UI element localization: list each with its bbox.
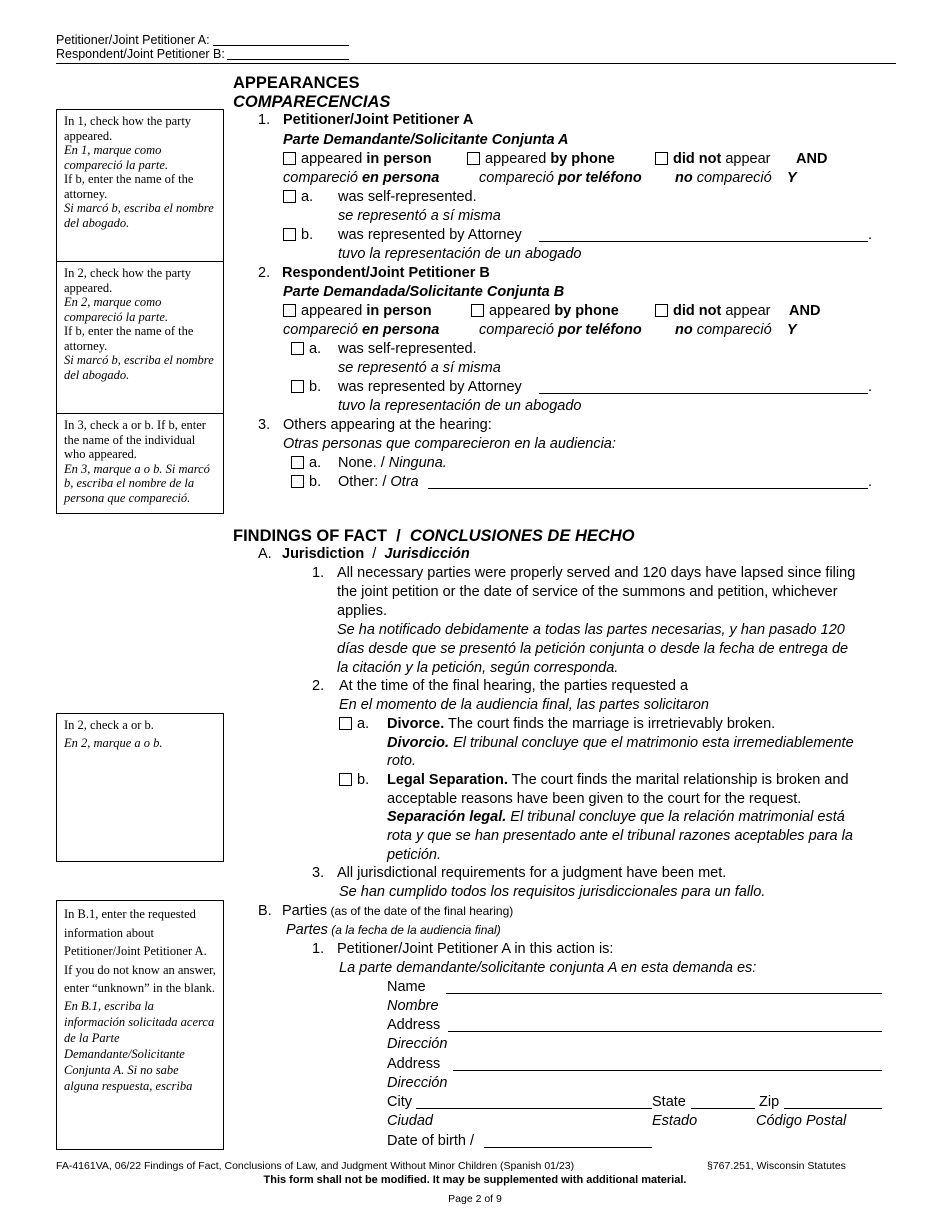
respondent-name-line[interactable] <box>227 59 349 60</box>
item-number: 1. <box>258 112 271 128</box>
sidebar-instruction-1 <box>56 109 224 262</box>
city-input-line[interactable] <box>416 1108 652 1109</box>
instruction-text: If b, enter the name of the attorney. <box>64 324 194 353</box>
state-label: State <box>652 1094 686 1110</box>
period: . <box>868 474 873 490</box>
sidebar-instruction-2 <box>56 261 224 414</box>
instruction-text-es: En 1, marque como compareció la parte. <box>64 143 169 172</box>
item1-not-appear-es: no compareció <box>675 170 772 186</box>
checkbox[interactable] <box>291 456 304 469</box>
state-label-es: Estado <box>652 1113 698 1129</box>
a3-text: All jurisdictional requirements for a judgment have been met. <box>337 865 727 881</box>
item1-a-text: was self-represented. <box>338 189 477 205</box>
item3-none-option[interactable]: a. <box>291 454 321 473</box>
section-b-label: B. <box>258 903 272 919</box>
instruction-text-es: Si marcó b, escriba el nombre del abogado. <box>64 353 214 382</box>
item-number: 3. <box>258 417 271 433</box>
item3-title: Others appearing at the hearing: <box>283 417 492 433</box>
checkbox[interactable] <box>655 304 668 317</box>
item3-other-text: Other: / Otra <box>338 474 419 490</box>
item3-none-text: None. / Ninguna. <box>338 455 447 471</box>
separation-text-es: Separación legal. El tribunal concluye que la relación matrimonial está <box>387 809 845 825</box>
address2-label: Address <box>387 1056 441 1072</box>
checkbox[interactable] <box>291 342 304 355</box>
item1-title: Petitioner/Joint Petitioner A <box>283 112 474 128</box>
name-input-line[interactable] <box>446 993 882 994</box>
zip-input-line[interactable] <box>784 1108 882 1109</box>
item-number: 1. <box>312 941 325 957</box>
instruction-text-es: Si marcó b, escriba el nombre del abogado. <box>64 201 214 230</box>
item1-in-person-option[interactable]: appeared in person <box>283 150 432 169</box>
section-a-title: Jurisdiction / Jurisdicción <box>282 546 470 562</box>
item-number: 2. <box>258 265 271 281</box>
item2-by-phone-option[interactable]: appeared by phone <box>471 302 619 321</box>
name-label: Name <box>387 979 426 995</box>
and-label: AND <box>796 151 828 167</box>
zip-label-es: Código Postal <box>756 1113 847 1129</box>
divorce-text: Divorce. The court finds the marriage is irretrievably broken. <box>387 716 776 732</box>
statute: §767.251, Wisconsin Statutes <box>707 1160 846 1172</box>
item-number: 1. <box>312 565 325 581</box>
a1-text-line: the joint petition or the date of service of the summons and petition, whichever <box>337 584 838 600</box>
petitioner-label: Petitioner/Joint Petitioner A: <box>56 33 210 47</box>
item1-by-phone-es: compareció por teléfono <box>479 170 642 186</box>
section-b-title-es: Partes (a la fecha de la audiencia final) <box>286 922 501 938</box>
footer-notice: This form shall not be modified. It may be supplemented with additional material. <box>263 1174 687 1186</box>
separation-text-es-cont: rota y que se han presentado ante el tribunal razones aceptables para la <box>387 828 853 844</box>
findings-title: FINDINGS OF FACT / CONCLUSIONES DE HECHO <box>233 527 635 545</box>
item-number: 2. <box>312 678 325 694</box>
item1-a-text-es: se representó a sí misma <box>338 208 501 224</box>
item1-b-text: was represented by Attorney <box>338 227 522 243</box>
instruction-text: In 3, check a or b. If b, enter the name of the individual who appeared. <box>64 418 206 461</box>
instruction-text: In 2, check how the party appeared. <box>64 266 192 295</box>
item1-in-person-es: compareció en persona <box>283 170 440 186</box>
item2-b-option[interactable]: b. <box>291 378 321 397</box>
instruction-text-es: En 2, marque como compareció la parte. <box>64 295 169 324</box>
and-label-es: Y <box>787 170 797 186</box>
item1-not-appear-option[interactable]: did not appear <box>655 150 771 169</box>
sidebar-instruction-4 <box>56 713 224 862</box>
item2-in-person-es: compareció en persona <box>283 322 440 338</box>
divorce-text-es-cont: roto. <box>387 753 417 769</box>
address-label: Address <box>387 1017 441 1033</box>
sidebar-instruction-3 <box>56 413 224 514</box>
address2-input-line[interactable] <box>453 1070 882 1071</box>
address-label-es: Dirección <box>387 1036 448 1052</box>
checkbox[interactable] <box>283 190 296 203</box>
city-label: City <box>387 1094 412 1110</box>
item2-b-text: was represented by Attorney <box>338 379 522 395</box>
a1-text-es-line: Se ha notificado debidamente a todas las partes necesarias, y han pasado 120 <box>337 622 845 638</box>
dob-input-line[interactable] <box>484 1147 652 1148</box>
name-label-es: Nombre <box>387 998 439 1014</box>
checkbox[interactable] <box>291 475 304 488</box>
section-b-title: Parties (as of the date of the final hearing) <box>282 903 514 919</box>
checkbox[interactable] <box>655 152 668 165</box>
a1-text-es-line: días desde que se presentó la petición conjunta o desde la fecha de entrega de <box>337 641 849 657</box>
checkbox[interactable] <box>283 228 296 241</box>
city-label-es: Ciudad <box>387 1113 433 1129</box>
b1-text: Petitioner/Joint Petitioner A in this action is: <box>337 941 614 957</box>
item2-not-appear-es: no compareció <box>675 322 772 338</box>
item2-by-phone-es: compareció por teléfono <box>479 322 642 338</box>
item2-b-text-es: tuvo la representación de un abogado <box>338 398 582 414</box>
item2-a-text-es: se representó a sí misma <box>338 360 501 376</box>
a2-text: At the time of the final hearing, the parties requested a <box>339 678 689 694</box>
instruction-text-es: En B.1, escriba la información solicitada acerca de la Parte Demandante/Solicitante Conjunta A. Si no sabe alguna respuesta, escriba <box>64 998 215 1093</box>
instruction-text: In B.1, enter the requested information about Petitioner/Joint Petitioner A. If you do not know an answer, enter “unknown” in the blank. <box>64 907 216 995</box>
item1-a-option[interactable]: a. <box>283 188 313 207</box>
instruction-text: In 2, check a or b. <box>64 718 154 732</box>
zip-label: Zip <box>759 1094 780 1110</box>
address2-label-es: Dirección <box>387 1075 448 1091</box>
item2-title: Respondent/Joint Petitioner B <box>282 265 490 281</box>
separation-text: Legal Separation. The court finds the marital relationship is broken and <box>387 772 849 788</box>
appearances-title-es: COMPARECENCIAS <box>233 93 391 111</box>
page-number: Page 2 of 9 <box>448 1193 502 1205</box>
petitioner-name-line[interactable] <box>213 45 349 46</box>
appearances-title: APPEARANCES <box>233 74 360 92</box>
a1-text-line: All necessary parties were properly served and 120 days have lapsed since filing <box>337 565 856 581</box>
item2-title-es: Parte Demandada/Solicitante Conjunta B <box>283 284 565 300</box>
header-divider <box>56 63 896 64</box>
checkbox[interactable] <box>291 380 304 393</box>
divorce-option[interactable]: a. <box>339 715 369 734</box>
and-label-es: Y <box>787 322 797 338</box>
a1-text-line: applies. <box>337 603 387 619</box>
form-id: FA-4161VA, 06/22 Findings of Fact, Conclusions of Law, and Judgment Without Minor Children (Spanish 01/23) <box>56 1160 575 1172</box>
instruction-text: If b, enter the name of the attorney. <box>64 172 194 201</box>
item1-title-es: Parte Demandante/Solicitante Conjunta A <box>283 132 569 148</box>
item1-b-option[interactable]: b. <box>283 226 313 245</box>
instruction-text-es: En 2, marque a o b. <box>64 736 163 750</box>
a2-text-es: En el momento de la audiencia final, las partes solicitaron <box>339 697 709 713</box>
item1-attorney-line[interactable] <box>539 241 868 242</box>
item3-title-es: Otras personas que comparecieron en la audiencia: <box>283 436 616 452</box>
item1-by-phone-option[interactable]: appeared by phone <box>467 150 615 169</box>
sidebar-instruction-5 <box>56 900 224 1150</box>
checkbox[interactable] <box>283 304 296 317</box>
state-input-line[interactable] <box>691 1108 755 1109</box>
item2-attorney-line[interactable] <box>539 393 868 394</box>
period: . <box>868 379 873 395</box>
divorce-text-es: Divorcio. El tribunal concluye que el matrimonio esta irremediablemente <box>387 735 854 751</box>
item2-a-option[interactable]: a. <box>291 340 321 359</box>
a1-text-es-line: la citación y la petición, según corresponda. <box>337 660 619 676</box>
b1-text-es: La parte demandante/solicitante conjunta A en esta demanda es: <box>339 960 757 976</box>
item1-b-text-es: tuvo la representación de un abogado <box>338 246 582 262</box>
separation-option[interactable]: b. <box>339 771 369 790</box>
separation-text-cont: acceptable reasons have been given to the court for the request. <box>387 791 802 807</box>
checkbox[interactable] <box>283 152 296 165</box>
address-input-line[interactable] <box>448 1031 882 1032</box>
item2-a-text: was self-represented. <box>338 341 477 357</box>
checkbox[interactable] <box>467 152 480 165</box>
item3-other-line[interactable] <box>428 488 868 489</box>
item-number: 3. <box>312 865 325 881</box>
dob-label: Date of birth / <box>387 1133 475 1149</box>
item3-other-option[interactable]: b. <box>291 473 321 492</box>
separation-text-es-cont: petición. <box>387 847 442 863</box>
checkbox[interactable] <box>339 773 352 786</box>
checkbox[interactable] <box>339 717 352 730</box>
period: . <box>868 227 873 243</box>
instruction-text-es: En 3, marque a o b. Si marcó b, escriba el nombre de la persona que compareció. <box>64 461 210 505</box>
respondent-label: Respondent/Joint Petitioner B: <box>56 47 225 61</box>
section-a-label: A. <box>258 546 272 562</box>
a3-text-es: Se han cumplido todos los requisitos jurisdiccionales para un fallo. <box>339 884 766 900</box>
item2-not-appear-option[interactable]: did not appear <box>655 302 771 321</box>
item2-in-person-option[interactable]: appeared in person <box>283 302 432 321</box>
instruction-text: In 1, check how the party appeared. <box>64 114 192 143</box>
and-label: AND <box>789 303 821 319</box>
checkbox[interactable] <box>471 304 484 317</box>
